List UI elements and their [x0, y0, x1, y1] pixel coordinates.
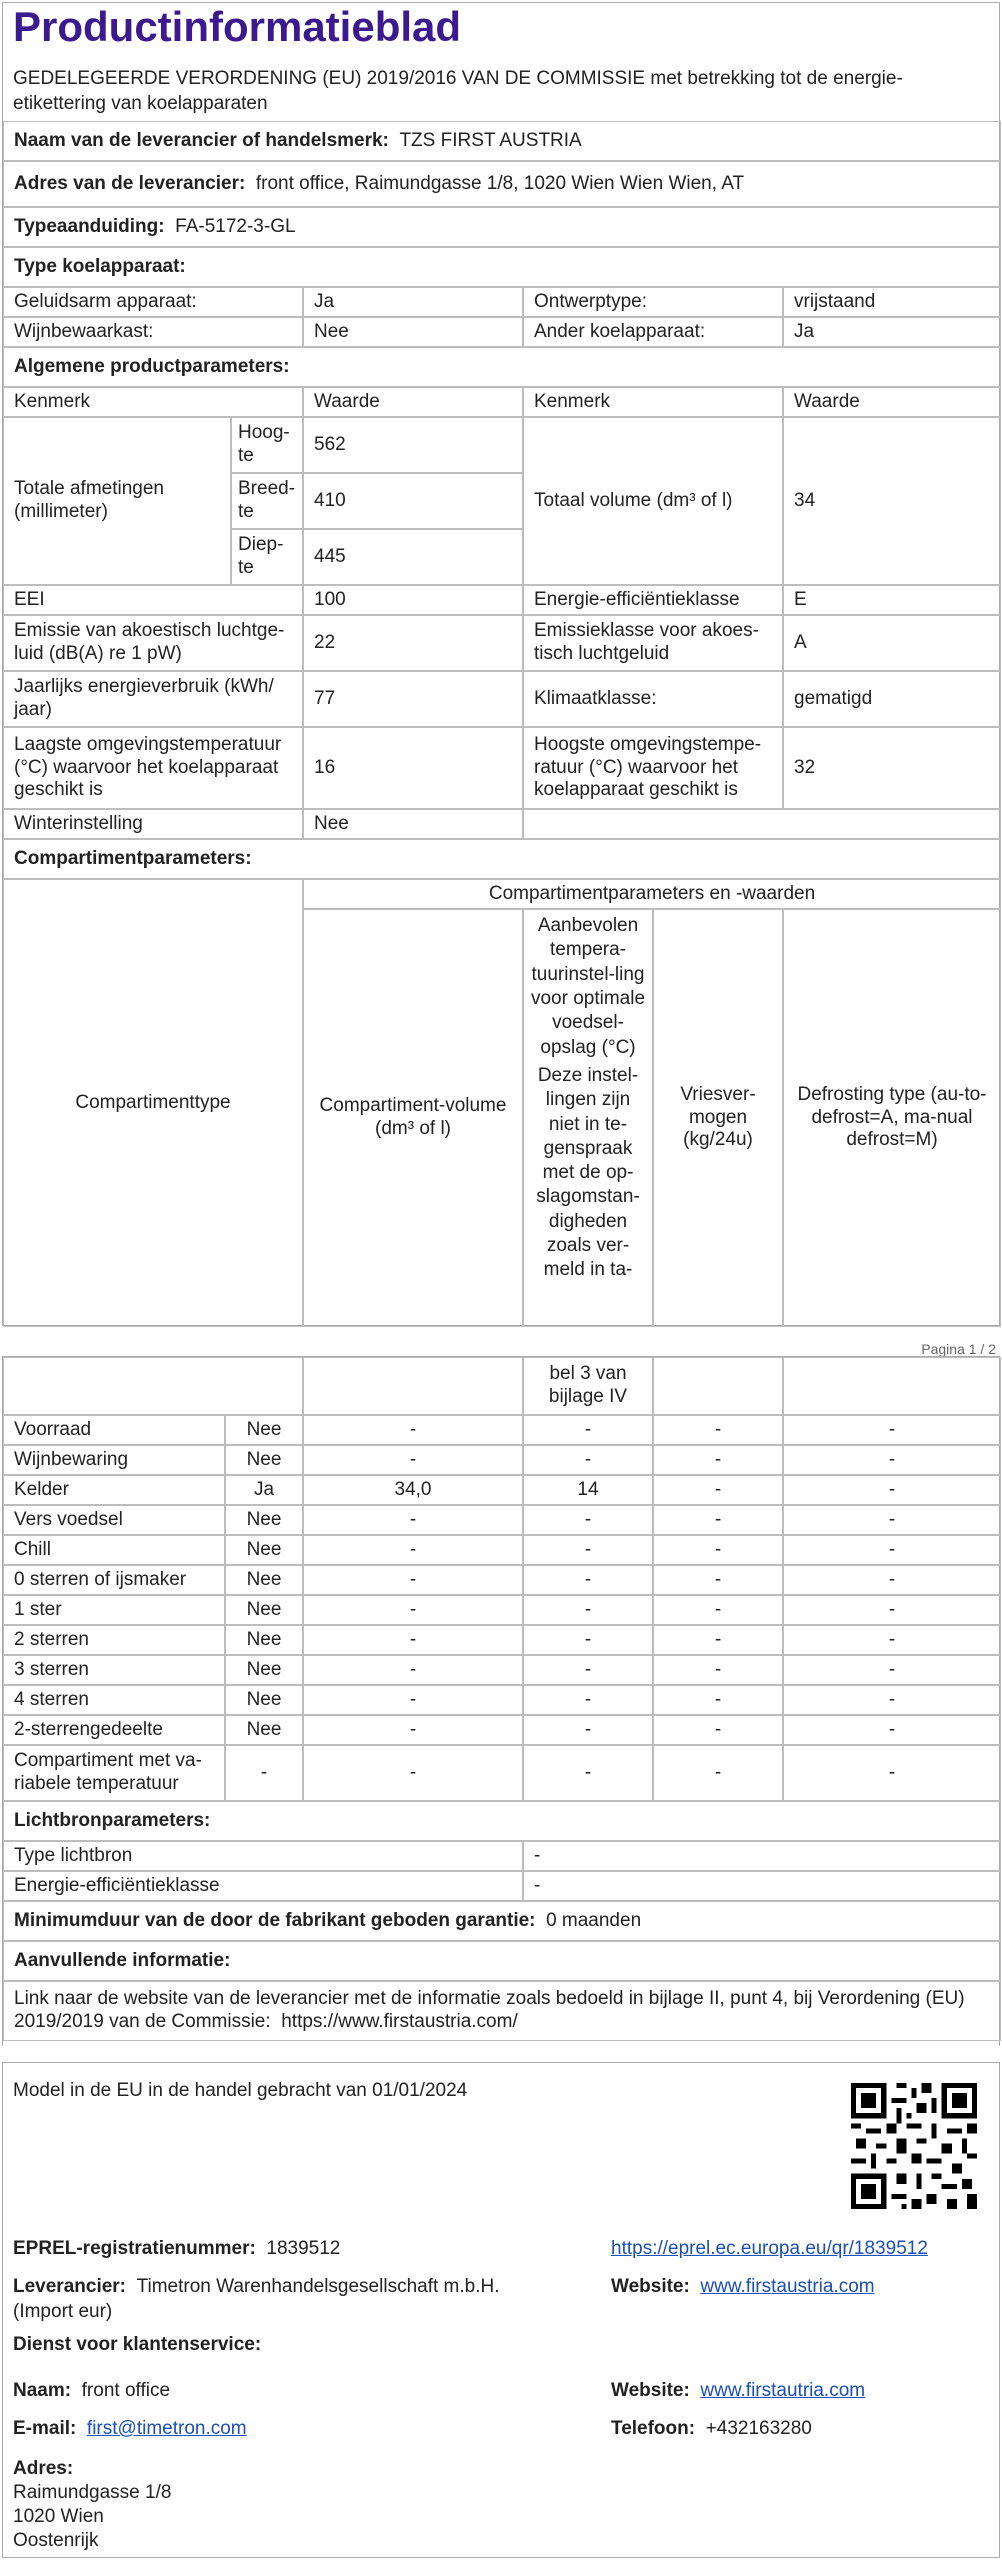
comp-present: Nee — [225, 1655, 303, 1685]
comp-name: 2 sterren — [3, 1625, 225, 1655]
comp-present: - — [225, 1745, 303, 1801]
type-key: Ander koelapparaat: — [523, 317, 783, 347]
eprel-row — [13, 2237, 340, 2262]
comp-defrost: - — [783, 1565, 1001, 1595]
phone-label: Telefoon: — [611, 2418, 696, 2439]
comp-present: Nee — [225, 1445, 303, 1475]
comp-name: Wijnbewaring — [3, 1445, 225, 1475]
web2-label: Website: — [611, 2380, 690, 2401]
comp-defrost: - — [783, 1715, 1001, 1745]
comp-defrost: - — [783, 1595, 1001, 1625]
comp-freeze: - — [653, 1745, 783, 1801]
warranty-value: 0 maanden — [546, 1909, 642, 1931]
empty-cell — [523, 809, 1001, 839]
light-key: Energie-efficiëntieklasse — [3, 1871, 523, 1901]
comp-present: Nee — [225, 1715, 303, 1745]
address-row — [3, 161, 1001, 207]
param-value: 22 — [303, 615, 523, 671]
comp-name: 2-sterrengedeelte — [3, 1715, 225, 1745]
comp-volume: - — [303, 1445, 523, 1475]
comp-name: Voorraad — [3, 1415, 225, 1445]
addr-label: Adres: — [13, 2458, 74, 2479]
intro-text: GEDELEGEERDE VERORDENING (EU) 2019/2016 VAN DE COMMISSIE met betrekking tot de energie-etikettering van koelapparaten — [13, 68, 903, 114]
light-heading: Lichtbronparameters: — [3, 1801, 1001, 1841]
comp-volume: - — [303, 1565, 523, 1595]
type-heading: Type koelapparaat: — [3, 247, 1001, 287]
comp-defrost: - — [783, 1475, 1001, 1505]
col-waarde: Waarde — [303, 387, 523, 417]
winter-value: Nee — [303, 809, 523, 839]
email-label: E-mail: — [13, 2418, 77, 2439]
model-row — [3, 207, 1001, 247]
footer-box — [2, 2062, 1000, 2558]
comp-freeze: - — [653, 1445, 783, 1475]
phone-value: +432163280 — [705, 2418, 812, 2439]
winter-label: Winterinstelling — [3, 809, 303, 839]
comp-volume: 34,0 — [303, 1475, 523, 1505]
comp-present: Nee — [225, 1415, 303, 1445]
comp-defrost: - — [783, 1745, 1001, 1801]
web-label: Website: — [611, 2276, 690, 2297]
email-link[interactable]: first@timetron.com — [86, 2418, 247, 2439]
page-2 — [2, 1356, 1000, 2046]
warranty-label: Minimumduur van de door de fabrikant geboden garantie: — [14, 1909, 536, 1931]
comp-group-header: Compartimentparameters en -waarden — [303, 879, 1001, 909]
comp-freeze-header-cont — [653, 1357, 783, 1415]
comp-freeze: - — [653, 1535, 783, 1565]
comp-defrost-header-cont — [783, 1357, 1001, 1415]
comp-volume: - — [303, 1535, 523, 1565]
dims-label: Totale afmetingen (millimeter) — [3, 417, 231, 585]
comp-freeze: - — [653, 1595, 783, 1625]
light-value: - — [523, 1841, 1001, 1871]
comp-volume: - — [303, 1655, 523, 1685]
comp-temp-text-a: Aanbevolen tempera-tuurinstel-ling voor optimale voedsel-opslag (°C) — [530, 915, 646, 1058]
model-label: Typeaanduiding: — [14, 215, 165, 237]
comp-volume: - — [303, 1415, 523, 1445]
website2-row — [611, 2379, 865, 2404]
comp-type-header: Compartimenttype — [3, 879, 303, 1327]
comp-volume-header-cont — [303, 1357, 523, 1415]
light-value: - — [523, 1871, 1001, 1901]
comp-present: Nee — [225, 1685, 303, 1715]
col-waarde: Waarde — [783, 387, 1001, 417]
dims-breedte: 410 — [303, 473, 523, 529]
page-number: Pagina 1 / 2 — [921, 1341, 996, 1357]
light-key: Type lichtbron — [3, 1841, 523, 1871]
comp-present: Nee — [225, 1625, 303, 1655]
comp-freeze: - — [653, 1565, 783, 1595]
comp-freeze: - — [653, 1475, 783, 1505]
dims-diepte: 445 — [303, 529, 523, 585]
comp-temp: - — [523, 1625, 653, 1655]
service-name-row — [13, 2379, 170, 2404]
param-value: 100 — [303, 585, 523, 615]
comp-name: Compartiment met va-riabele temperatuur — [3, 1745, 225, 1801]
comp-defrost: - — [783, 1505, 1001, 1535]
param-value: E — [783, 585, 1001, 615]
comp-present: Ja — [225, 1475, 303, 1505]
comp-freeze: - — [653, 1505, 783, 1535]
param-key: Jaarlijks energieverbruik (kWh/ jaar) — [3, 671, 303, 727]
website-link[interactable]: www.firstaustria.com — [700, 2276, 875, 2297]
param-key: Emissieklasse voor akoes-tisch luchtgeluid — [523, 615, 783, 671]
param-key: Emissie van akoestisch luchtge-luid (dB(A) re 1 pW) — [3, 615, 303, 671]
name-label: Naam: — [13, 2380, 72, 2401]
comp-temp-header — [523, 909, 653, 1327]
comp-volume-header: Compartiment-volume (dm³ of l) — [303, 909, 523, 1327]
eprel-link[interactable]: https://eprel.ec.europa.eu/qr/1839512 — [611, 2238, 928, 2259]
comp-defrost: - — [783, 1655, 1001, 1685]
comp-temp-text-c: bel 3 van bijlage IV — [523, 1357, 653, 1415]
qr-code-icon[interactable] — [851, 2083, 977, 2209]
comp-freeze: - — [653, 1685, 783, 1715]
address-label: Adres van de leverancier: — [14, 172, 246, 194]
general-heading: Algemene productparameters: — [3, 347, 1001, 387]
param-key: EEI — [3, 585, 303, 615]
extra-text-row — [3, 1981, 1001, 2041]
type-value: Ja — [783, 317, 1001, 347]
page-title: Productinformatieblad — [13, 3, 462, 50]
comp-freeze: - — [653, 1655, 783, 1685]
extra-heading: Aanvullende informatie: — [3, 1941, 1001, 1981]
addr-line1: Raimundgasse 1/8 — [13, 2482, 172, 2503]
comp-type-header-cont — [3, 1357, 303, 1415]
website2-link[interactable]: www.firstautria.com — [700, 2380, 866, 2401]
param-value: 32 — [783, 727, 1001, 809]
email-row — [13, 2417, 247, 2442]
type-value: vrijstaand — [783, 287, 1001, 317]
comp-defrost: - — [783, 1535, 1001, 1565]
supplier-label: Naam van de leverancier of handelsmerk: — [14, 129, 389, 151]
service-heading: Dienst voor klantenservice: — [13, 2334, 262, 2355]
comp-volume: - — [303, 1595, 523, 1625]
website-row — [611, 2275, 875, 2300]
comp-temp: - — [523, 1565, 653, 1595]
comp-name: 0 sterren of ijsmaker — [3, 1565, 225, 1595]
warranty-row — [3, 1901, 1001, 1941]
eprel-label: EPREL-registratienummer: — [13, 2238, 256, 2259]
phone-row — [611, 2417, 812, 2442]
lev-value: Timetron Warenhandelsgesellschaft m.b.H. (Import eur) — [13, 2276, 500, 2322]
comp-temp: - — [523, 1415, 653, 1445]
volume-value: 34 — [783, 417, 1001, 585]
supplier-value: TZS FIRST AUSTRIA — [399, 129, 582, 151]
param-value: gematigd — [783, 671, 1001, 727]
name-value: front office — [81, 2380, 171, 2401]
comp-temp-text-b: Deze instel-lingen zijn niet in te-genspraak met de op-slagomstan-digheden zoals ver-meld in ta- — [536, 1064, 640, 1281]
col-kenmerk: Kenmerk — [3, 387, 303, 417]
comp-volume: - — [303, 1685, 523, 1715]
comp-present: Nee — [225, 1535, 303, 1565]
param-key: Energie-efficiëntieklasse — [523, 585, 783, 615]
comp-temp: - — [523, 1655, 653, 1685]
comp-name: Chill — [3, 1535, 225, 1565]
type-key: Geluidsarm apparaat: — [3, 287, 303, 317]
dims-diepte-label: Diep-te — [231, 529, 303, 585]
param-value: A — [783, 615, 1001, 671]
comp-temp: 14 — [523, 1475, 653, 1505]
volume-label: Totaal volume (dm³ of l) — [523, 417, 783, 585]
lev-label: Leverancier: — [13, 2276, 127, 2297]
supplier-footer-row — [13, 2275, 503, 2324]
eprel-value: 1839512 — [266, 2238, 341, 2259]
comp-temp: - — [523, 1445, 653, 1475]
address-value: front office, Raimundgasse 1/8, 1020 Wien Wien Wien, AT — [255, 172, 745, 194]
comp-name: Vers voedsel — [3, 1505, 225, 1535]
dims-hoogte-label: Hoog-te — [231, 417, 303, 473]
comp-name: Kelder — [3, 1475, 225, 1505]
comp-freeze: - — [653, 1415, 783, 1445]
comp-volume: - — [303, 1505, 523, 1535]
comp-present: Nee — [225, 1595, 303, 1625]
type-key: Ontwerptype: — [523, 287, 783, 317]
comp-defrost: - — [783, 1415, 1001, 1445]
comp-temp: - — [523, 1595, 653, 1625]
placed-on-market: Model in de EU in de handel gebracht van 01/01/2024 — [13, 2080, 468, 2101]
param-key: Klimaatklasse: — [523, 671, 783, 727]
comp-temp: - — [523, 1745, 653, 1801]
comp-temp: - — [523, 1685, 653, 1715]
comp-volume: - — [303, 1745, 523, 1801]
comp-present: Nee — [225, 1565, 303, 1595]
supplier-row — [3, 121, 1001, 161]
comp-temp: - — [523, 1535, 653, 1565]
comp-freeze-header: Vriesver-mogen (kg/24u) — [653, 909, 783, 1327]
param-key: Hoogste omgevingstempe-ratuur (°C) waarvoor het koelapparaat geschikt is — [523, 727, 783, 809]
addr-line2: 1020 Wien — [13, 2506, 104, 2527]
comp-freeze: - — [653, 1715, 783, 1745]
comp-defrost: - — [783, 1685, 1001, 1715]
comp-defrost: - — [783, 1445, 1001, 1475]
type-value: Ja — [303, 287, 523, 317]
comp-freeze: - — [653, 1625, 783, 1655]
addr-line3: Oostenrijk — [13, 2530, 99, 2551]
comp-defrost: - — [783, 1625, 1001, 1655]
comp-temp: - — [523, 1715, 653, 1745]
comp-name: 1 ster — [3, 1595, 225, 1625]
comp-present: Nee — [225, 1505, 303, 1535]
param-value: 77 — [303, 671, 523, 727]
comp-defrost-header: Defrosting type (au-to-defrost=A, ma-nual defrost=M) — [783, 909, 1001, 1327]
comp-temp: - — [523, 1505, 653, 1535]
param-key: Laagste omgevingstemperatuur (°C) waarvoor het koelapparaat geschikt is — [3, 727, 303, 809]
type-key: Wijnbewaarkast: — [3, 317, 303, 347]
type-value: Nee — [303, 317, 523, 347]
model-value: FA-5172-3-GL — [175, 215, 296, 237]
comp-heading: Compartimentparameters: — [3, 839, 1001, 879]
param-value: 16 — [303, 727, 523, 809]
comp-name: 4 sterren — [3, 1685, 225, 1715]
comp-name: 3 sterren — [3, 1655, 225, 1685]
extra-text: Link naar de website van de leverancier met de informatie zoals bedoeld in bijlage II, punt 4, bij Verordening (EU) 2019/2019 van de Commissie: — [14, 1988, 965, 2032]
page-1 — [2, 2, 1000, 1326]
comp-volume: - — [303, 1715, 523, 1745]
col-kenmerk: Kenmerk — [523, 387, 783, 417]
dims-breedte-label: Breed-te — [231, 473, 303, 529]
dims-hoogte: 562 — [303, 417, 523, 473]
comp-volume: - — [303, 1625, 523, 1655]
extra-link[interactable]: https://www.firstaustria.com/ — [281, 2010, 518, 2032]
